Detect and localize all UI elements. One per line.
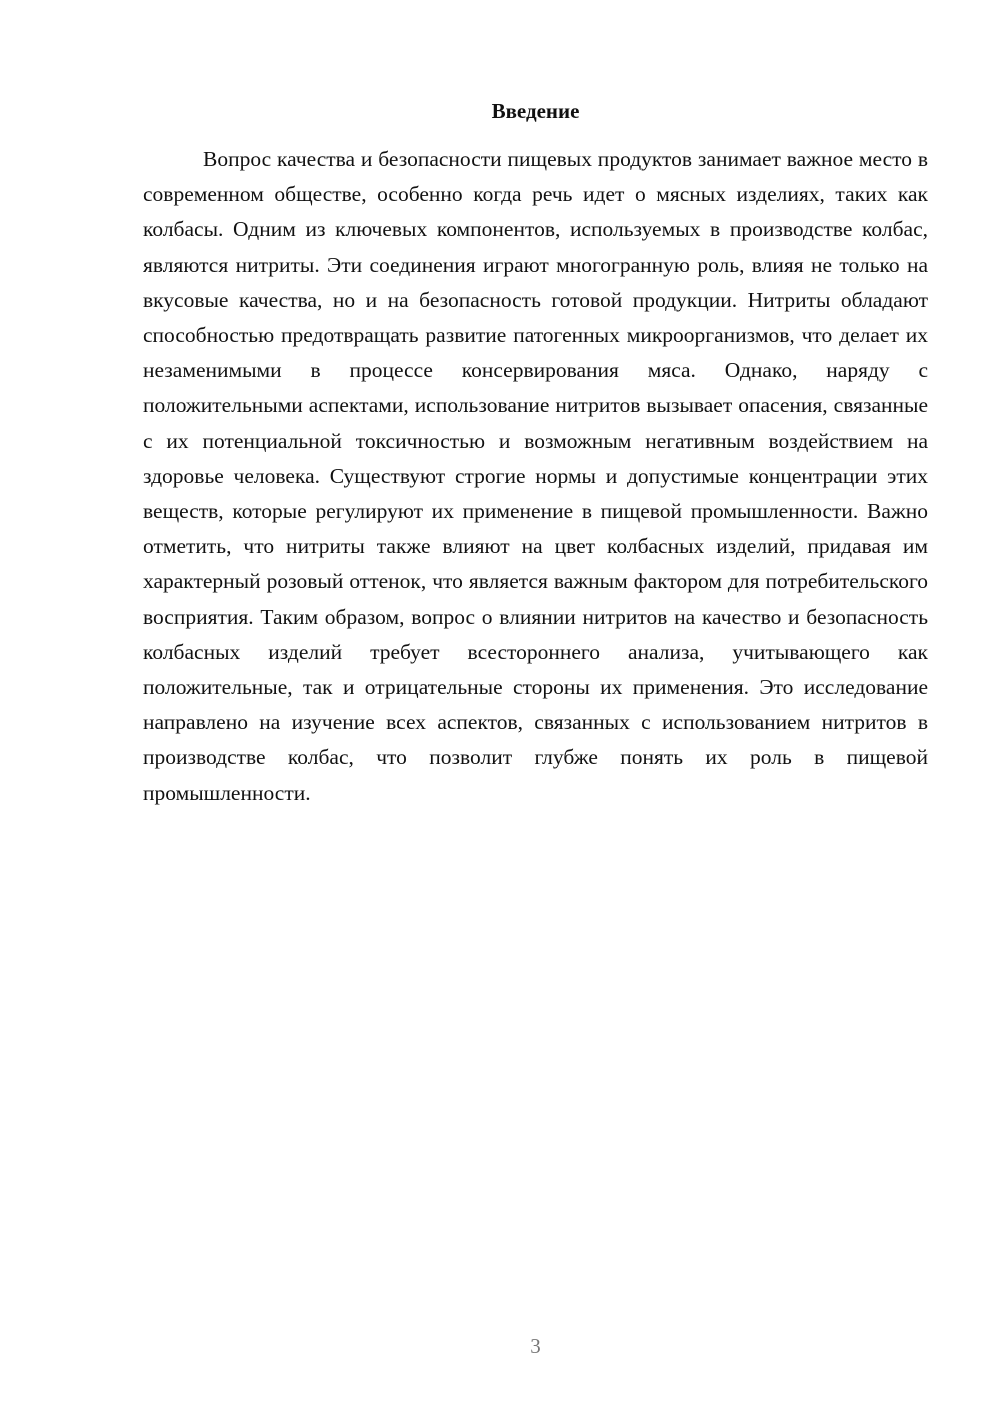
body-paragraph: Вопрос качества и безопасности пищевых продуктов занимает важное место в современном обществе, особенно когда речь идет о мясных изделиях, таких как колбасы. Одним из ключевых компонентов, используемых в производстве колбас, являются нитриты. Эти соединения играют многогранную роль, влияя не только на вкусовые качества, но и на безопасность готовой продукции. Нитриты обладают способностью предотвращать развитие патогенных микроорганизмов, что делает их незаменимыми в процессе консервирования мяса. Однако, наряду с положительными аспектами, использование нитритов вызывает опасения, связанные с их потенциальной токсичностью и возможным негативным воздействием на здоровье человека. Существуют строгие нормы и допустимые концентрации этих веществ, которые регулируют их применение в пищевой промышленности. Важно отметить, что нитриты также влияют на цвет колбасных изделий, придавая им характерный розовый оттенок, что является важным фактором для потребительского восприятия. Таким образом, вопрос о влиянии нитритов на качество и безопасность колбасных изделий требует всестороннего анализа, учитывающего как положительные, так и отрицательные стороны их применения. Это исследование направлено на изучение всех аспектов, связанных с использованием нитритов в производстве колбас, что позволит глубже понять их роль в пищевой промышленности. (143, 147, 928, 805)
section-heading: Введение (491, 99, 580, 123)
page-number: 3 (530, 1334, 541, 1358)
